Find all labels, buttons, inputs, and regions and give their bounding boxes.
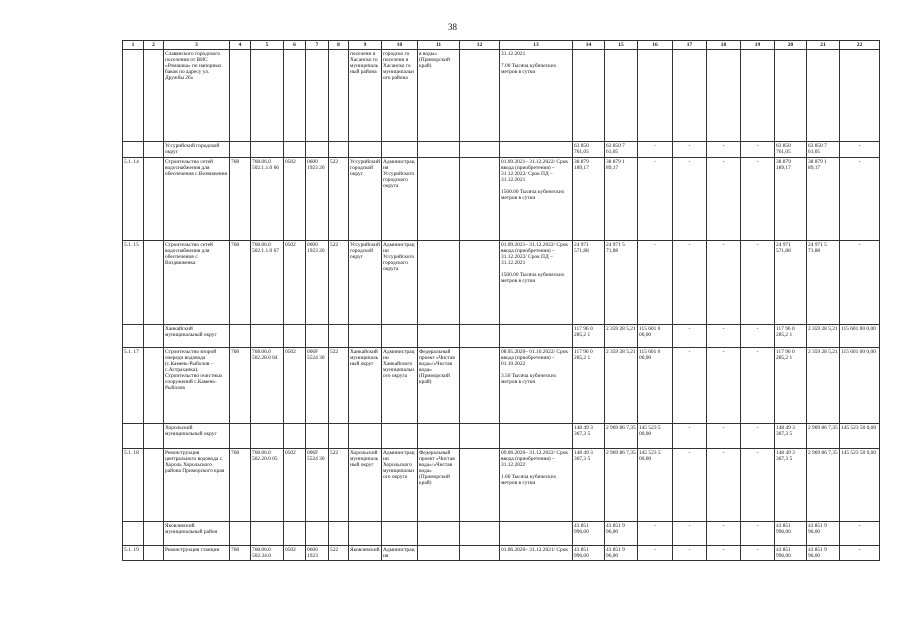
table-cell: 01.09.2021– 31.12.2022/ Срок ввода (приобретения) – 31.12.2022/ Срок ПД – 31.12.2021 1500.00 Тысяча кубических метров в сутки [500, 241, 573, 325]
column-header: 8 [329, 41, 349, 50]
table-cell [251, 522, 284, 546]
column-header: 17 [673, 41, 707, 50]
table-cell: 08.05.2020– 01.10.2022/ Срок ввода (приобретения) – 01.10.2022 3.50 Тысяча кубических метров в сутки [500, 348, 573, 424]
table-cell: 63 850 7 61,05 [807, 142, 840, 158]
table-cell: Ханкайский муниципальный округ [164, 325, 230, 348]
table-cell: 768 [230, 348, 251, 424]
table-cell: 43 851 996,00 [573, 522, 605, 546]
table-cell [807, 50, 840, 142]
header-row [123, 41, 880, 50]
table-cell [284, 325, 306, 348]
column-header: 9 [349, 41, 382, 50]
table-cell: 768 [230, 546, 251, 561]
table-cell [418, 546, 460, 561]
table-cell: - [707, 449, 741, 522]
table-cell: Администрация Уссурийского городского округа [382, 158, 418, 241]
table-cell [306, 424, 329, 449]
table-cell [123, 142, 144, 158]
table-cell: Строительство сетей водоснабжения для обеспечения с. Воздвиженка [164, 241, 230, 325]
table-cell: Администрации Ханкайского муниципального округа [382, 348, 418, 424]
table-cell [329, 50, 349, 142]
table-cell: Уссурийский городской округ [164, 142, 230, 158]
table-cell: Ханкайский муниципальный округ [349, 348, 382, 424]
table-cell [123, 325, 144, 348]
table-cell: - [673, 142, 707, 158]
column-header: 15 [605, 41, 638, 50]
table-cell: 117 96 0 285,2 1 [775, 348, 807, 424]
column-header: 4 [230, 41, 251, 50]
table-cell: 0600 1923 [306, 546, 329, 561]
table-cell [500, 325, 573, 348]
table-cell: - [741, 348, 775, 424]
table-cell [329, 522, 349, 546]
table-cell: 2 359 28 5,21 [605, 325, 638, 348]
table-cell [230, 50, 251, 142]
table-cell: 43 851 9 96,00 [605, 522, 638, 546]
table-cell: Реконструкция станции [164, 546, 230, 561]
table-cell: 24 971 5 71,88 [605, 241, 638, 325]
table-cell [382, 325, 418, 348]
table-cell [144, 546, 164, 561]
table-cell: 43 851 996,00 [775, 522, 807, 546]
table-row [123, 348, 880, 424]
table-cell: 43 851 9 96,00 [807, 546, 840, 561]
table-cell [418, 158, 460, 241]
table-cell: 38 879 189,17 [775, 158, 807, 241]
table-cell: - [707, 546, 741, 561]
table-cell: 43 851 9 96,00 [807, 522, 840, 546]
table-cell: 522 [329, 348, 349, 424]
table-cell: 0502 [284, 241, 306, 325]
table-cell: 2 969 86 7,35 [605, 424, 638, 449]
table-cell: 006F 5524 30 [306, 348, 329, 424]
table-cell [144, 50, 164, 142]
table-cell: 2 359 28 5,21 [807, 348, 840, 424]
table-cell [144, 325, 164, 348]
table-cell: 115 601 00 0,00 [840, 325, 880, 348]
table-cell [500, 424, 573, 449]
table-cell: - [840, 142, 880, 158]
table-cell [673, 50, 707, 142]
table-cell: - [741, 241, 775, 325]
table-cell [460, 142, 500, 158]
table-cell: 24 971 571,88 [573, 241, 605, 325]
table-cell: 0600 1923 20 [306, 158, 329, 241]
table-cell: - [741, 522, 775, 546]
table-cell: 0502 [284, 449, 306, 522]
table-cell: Федеральный проект «Чистая вода»/«Чистая вода» (Приморский край) [418, 449, 460, 522]
table-cell [230, 522, 251, 546]
table-cell [382, 522, 418, 546]
table-cell: - [638, 522, 673, 546]
table-cell: Уссурийский городской округ [349, 158, 382, 241]
table-cell: - [673, 348, 707, 424]
table-cell: - [638, 546, 673, 561]
table-cell: Яковлевский муниципальный район [164, 522, 230, 546]
column-header: 14 [573, 41, 605, 50]
table-cell: Славянского городского поселения от ВНС «Ромашка» по напорных баков по адресу ул. Дружбы 2б» [164, 50, 230, 142]
column-header: 3 [164, 41, 230, 50]
table-cell: - [673, 325, 707, 348]
table-cell: 01.06.2020– 31.12.2021/ Срок [500, 546, 573, 561]
table-cell: 768.06.0 502.20.0 05 [251, 449, 284, 522]
table-cell [123, 522, 144, 546]
table-cell [638, 50, 673, 142]
table-cell: 145 523 50 0,00 [840, 424, 880, 449]
table-cell: - [840, 241, 880, 325]
table-cell: - [707, 348, 741, 424]
table-cell: 43 851 9 96,00 [605, 546, 638, 561]
table-cell [460, 424, 500, 449]
column-header: 11 [418, 41, 460, 50]
table-cell: - [673, 158, 707, 241]
table-cell: 522 [329, 546, 349, 561]
table-cell: - [741, 424, 775, 449]
table-cell: 09.06.2020– 31.12.2022/ Срок ввода (приобретения) – 31.12.2022 1.60 Тысяча кубических метров в сутки [500, 449, 573, 522]
table-cell [382, 142, 418, 158]
table-cell: поселени я Хасанско го муниципальный района [349, 50, 382, 142]
table-cell: 145 523 50 0,00 [840, 449, 880, 522]
column-header: 5 [251, 41, 284, 50]
table-cell: 522 [329, 158, 349, 241]
table-cell: - [840, 546, 880, 561]
table-cell [123, 50, 144, 142]
table-cell: Строительство сетей водоснабжения для обеспечения с.Возвижения [164, 158, 230, 241]
table-cell [306, 325, 329, 348]
table-cell [230, 142, 251, 158]
table-cell: 115 601 0 00,00 [638, 348, 673, 424]
table-cell [500, 142, 573, 158]
table-cell: 145 523 5 00,00 [638, 424, 673, 449]
table-cell: - [638, 158, 673, 241]
table-cell: 5.1. 15 [123, 241, 144, 325]
table-cell: городско го поселени я Хасанско го муниципального района [382, 50, 418, 142]
table-cell: 148 49 3 367,3 5 [775, 449, 807, 522]
table-cell: 43 851 996,00 [775, 546, 807, 561]
table-cell [284, 522, 306, 546]
table-cell: я воды» (Приморский край) [418, 50, 460, 142]
table-cell [251, 50, 284, 142]
table-cell: 0502 [284, 348, 306, 424]
table-cell: 115 601 00 0,00 [840, 348, 880, 424]
table-cell: 2 359 28 5,21 [605, 348, 638, 424]
table-cell [775, 50, 807, 142]
table-cell [306, 522, 329, 546]
table-cell: 63 850 7 61,05 [605, 142, 638, 158]
table-cell: 0600 1923 20 [306, 241, 329, 325]
table-cell [230, 424, 251, 449]
table-cell: 145 523 5 00,00 [638, 449, 673, 522]
table-cell: 63 850 761,05 [775, 142, 807, 158]
table-cell: 24 971 5 71,88 [807, 241, 840, 325]
table-cell [460, 50, 500, 142]
table-cell: - [673, 241, 707, 325]
column-header: 22 [840, 41, 880, 50]
table-cell: 31.12.2021 7.00 Тысяча кубических метров в сутки [500, 50, 573, 142]
page-number: 38 [448, 22, 457, 32]
budget-table [122, 40, 880, 561]
table-cell: 006F 5524 30 [306, 449, 329, 522]
table-body [123, 41, 880, 561]
table-row [123, 142, 880, 158]
column-header: 13 [500, 41, 573, 50]
table-cell [123, 424, 144, 449]
table-cell: - [673, 424, 707, 449]
table-cell: Уссурийский городской округ [349, 241, 382, 325]
column-header: 19 [741, 41, 775, 50]
table-cell [306, 50, 329, 142]
table-cell: 115 601 0 00,00 [638, 325, 673, 348]
table-cell: - [707, 522, 741, 546]
column-header: 12 [460, 41, 500, 50]
table-cell [741, 50, 775, 142]
table-cell [460, 325, 500, 348]
table-cell [840, 50, 880, 142]
table-cell: 2 969 86 7,35 [605, 449, 638, 522]
table-cell: - [840, 522, 880, 546]
table-cell: 24 971 571,88 [775, 241, 807, 325]
table-cell: - [707, 158, 741, 241]
table-cell: 768.06.0 502.1.1.0 66 [251, 158, 284, 241]
table-cell: - [741, 158, 775, 241]
table-cell: - [741, 449, 775, 522]
column-header: 16 [638, 41, 673, 50]
table-cell [349, 142, 382, 158]
table-cell [230, 325, 251, 348]
table-cell [707, 50, 741, 142]
table-cell: Строительство второй очереди водовода (с.Камень-Рыболов – с.Астраханка). Строительство очистных сооружений с.Камень-Рыболов [164, 348, 230, 424]
table-cell: 5.1. 17 [123, 348, 144, 424]
table-cell: - [840, 158, 880, 241]
table-row [123, 449, 880, 522]
table-cell [500, 522, 573, 546]
table-cell: 117 96 0 285,2 1 [573, 348, 605, 424]
table-cell: 768 [230, 241, 251, 325]
table-row [123, 241, 880, 325]
table-cell: 117 96 0 285,2 1 [775, 325, 807, 348]
table-cell: Администрации Уссурийского городского округа [382, 241, 418, 325]
table-cell [329, 325, 349, 348]
table-cell [460, 522, 500, 546]
table-cell: - [741, 325, 775, 348]
table-cell [382, 424, 418, 449]
table-cell [284, 50, 306, 142]
table-cell: 522 [329, 449, 349, 522]
table-cell: Реконструкция центрального водовода с. Хороль Хорольского района Приморского края [164, 449, 230, 522]
table-cell [418, 522, 460, 546]
table-cell: 2 969 86 7,35 [807, 449, 840, 522]
table-cell [144, 142, 164, 158]
table-cell: - [638, 241, 673, 325]
table-row [123, 522, 880, 546]
table-cell [460, 241, 500, 325]
table-cell: 01.09.2021– 31.12.2022/ Срок ввода (приобретения) – 31.12.2022/ Срок ПД – 31.12.2021 1500.00 Тысяча кубических метров в сутки [500, 158, 573, 241]
table-cell: 148 49 3 367,3 5 [775, 424, 807, 449]
table-cell: 5.1. 18 [123, 449, 144, 522]
table-cell [144, 522, 164, 546]
column-header: 10 [382, 41, 418, 50]
table-cell: - [741, 546, 775, 561]
table-cell: 5.1. 14 [123, 158, 144, 241]
table-cell [349, 522, 382, 546]
table-cell [251, 424, 284, 449]
table-cell: 522 [329, 241, 349, 325]
column-header: 6 [284, 41, 306, 50]
table-cell [144, 348, 164, 424]
table-cell: - [638, 142, 673, 158]
table-cell: - [673, 449, 707, 522]
table-cell: 0502 [284, 158, 306, 241]
table-cell [144, 424, 164, 449]
table-row [123, 424, 880, 449]
table-cell [329, 142, 349, 158]
table-cell: 117 96 0 285,2 1 [573, 325, 605, 348]
table-cell [460, 348, 500, 424]
table-cell: 148 49 3 367,3 5 [573, 449, 605, 522]
table-cell: Хорольский муниципальный округ [349, 449, 382, 522]
table-cell: Администрации Хорольского муниципального округа [382, 449, 418, 522]
table-cell: 2 359 28 5,21 [807, 325, 840, 348]
table-cell [460, 449, 500, 522]
column-header: 1 [123, 41, 144, 50]
table-cell: 2 969 86 7,35 [807, 424, 840, 449]
table-cell: Федеральный проект «Чистая вода»/«Чистая вода» (Приморский край) [418, 348, 460, 424]
column-header: 7 [306, 41, 329, 50]
table-row [123, 325, 880, 348]
table-cell [144, 241, 164, 325]
table-cell: 38 879 1 89,17 [605, 158, 638, 241]
table-cell: - [707, 142, 741, 158]
table-cell: - [673, 522, 707, 546]
table-cell [329, 424, 349, 449]
column-header: 2 [144, 41, 164, 50]
table-cell [306, 142, 329, 158]
table-cell: - [707, 241, 741, 325]
column-header: 20 [775, 41, 807, 50]
table-cell: 768.06.0 502.28.0 04 [251, 348, 284, 424]
table-cell [284, 142, 306, 158]
table-row [123, 546, 880, 561]
table-cell: - [707, 325, 741, 348]
table-cell: 38 879 1 89,17 [807, 158, 840, 241]
table-cell [418, 142, 460, 158]
table-cell: 768.06.0 502.1.1.0 67 [251, 241, 284, 325]
column-header: 21 [807, 41, 840, 50]
table-cell: Хорольский муниципальный округ [164, 424, 230, 449]
table-cell: - [741, 142, 775, 158]
table-cell [460, 158, 500, 241]
table-cell: 768 [230, 449, 251, 522]
table-cell: 5.1. 19 [123, 546, 144, 561]
table-cell: 768.06.0 502.34.0 [251, 546, 284, 561]
table-cell: Яковлевский [349, 546, 382, 561]
column-header: 18 [707, 41, 741, 50]
table-cell: 0502 [284, 546, 306, 561]
table-row [123, 158, 880, 241]
table-cell: 43 851 996,00 [573, 546, 605, 561]
table-cell [144, 158, 164, 241]
table-cell [144, 449, 164, 522]
table-cell [418, 325, 460, 348]
table-cell [418, 241, 460, 325]
table-cell [573, 50, 605, 142]
table-cell: 148 49 3 367,3 5 [573, 424, 605, 449]
table-cell [251, 142, 284, 158]
table-cell: - [673, 546, 707, 561]
table-cell: 768 [230, 158, 251, 241]
table-cell [460, 546, 500, 561]
table-cell: 38 879 189,17 [573, 158, 605, 241]
table-cell [284, 424, 306, 449]
table-cell [251, 325, 284, 348]
table-cell: Администрация [382, 546, 418, 561]
table-cell: 63 850 761,05 [573, 142, 605, 158]
table-cell: - [707, 424, 741, 449]
table-cell [349, 325, 382, 348]
table-cell [605, 50, 638, 142]
table-cell [349, 424, 382, 449]
table-row [123, 50, 880, 142]
table-cell [418, 424, 460, 449]
